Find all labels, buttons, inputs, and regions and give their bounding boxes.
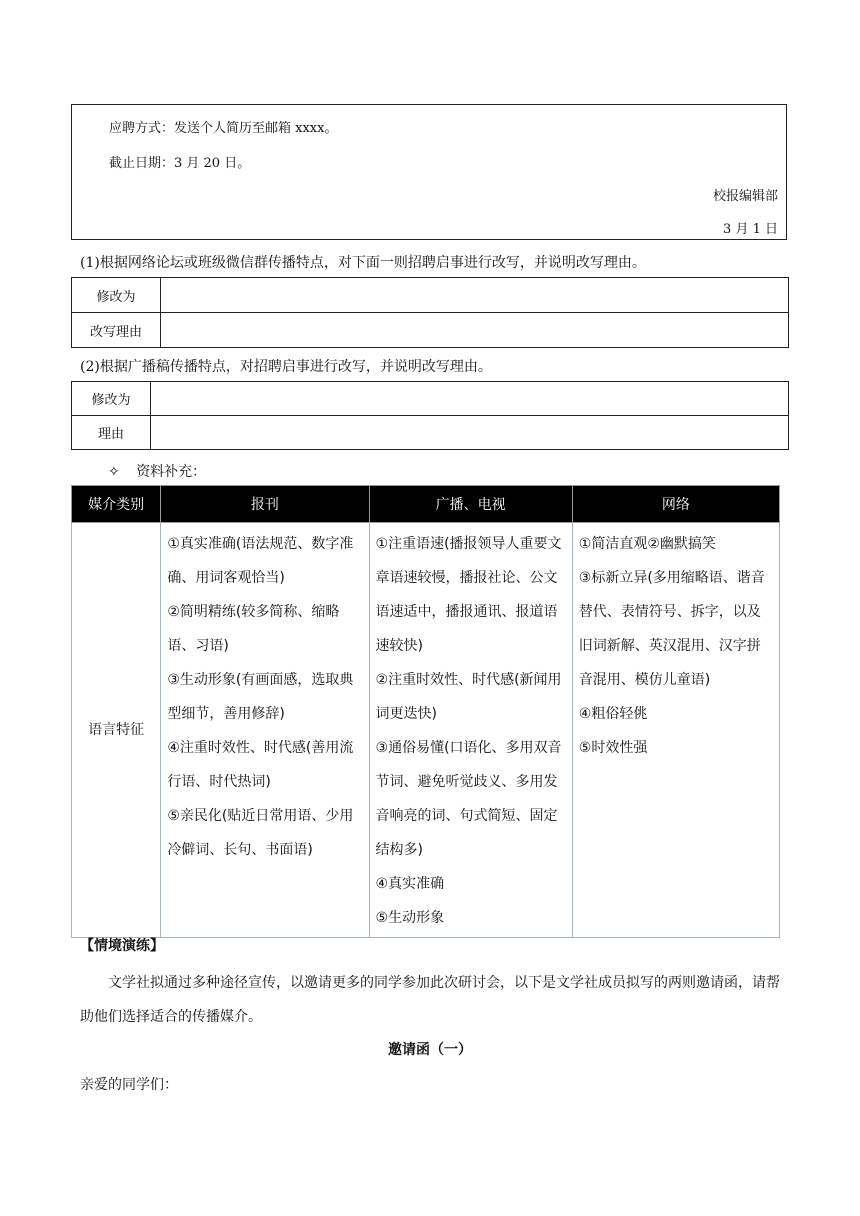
header-media-type: 媒介类别 bbox=[72, 486, 161, 523]
question-1-answer-table bbox=[71, 277, 789, 348]
invitation-title: 邀请函（一） bbox=[388, 1042, 472, 1058]
q2-reason-cell[interactable] bbox=[151, 416, 789, 450]
q2-revise-cell[interactable] bbox=[151, 382, 789, 416]
list-item: ③通俗易懂(口语化、多用双音节词、避免听觉歧义、多用发音响亮的词、句式简短、固定结构多) bbox=[375, 740, 562, 858]
list-item: ④真实准确 bbox=[375, 876, 445, 892]
table-header-row bbox=[72, 486, 780, 523]
invitation-greeting: 亲爱的同学们： bbox=[80, 1077, 178, 1093]
header-broadcast: 广播、电视 bbox=[369, 486, 572, 523]
notice-deadline: 截止日期：3 月 20 日。 bbox=[109, 156, 251, 171]
table-row bbox=[72, 416, 789, 450]
scenario-paragraph: 文学社拟通过多种途径宣传，以邀请更多的同学参加此次研讨会，以下是文学社成员拟写的两则邀请函，请帮助他们选择适合的传播媒介。 bbox=[80, 975, 780, 1025]
q1-reason-cell[interactable] bbox=[161, 313, 789, 348]
table-row bbox=[72, 382, 789, 416]
list-item: ⑤时效性强 bbox=[578, 740, 648, 756]
list-item: ③标新立异(多用缩略语、谐音替代、表情符号、拆字，以及旧词新解、英汉混用、汉字拼音混用、模仿儿童语) bbox=[578, 570, 765, 688]
row-label-language-features: 语言特征 bbox=[72, 523, 161, 938]
table-row bbox=[72, 523, 780, 938]
question-2-answer-table bbox=[71, 381, 789, 450]
question-2-prompt: (2)根据广播稿传播特点，对招聘启事进行改写，并说明改写理由。 bbox=[80, 359, 492, 375]
print-features-cell bbox=[161, 523, 369, 938]
media-language-table bbox=[71, 485, 780, 938]
q1-reason-label: 改写理由 bbox=[72, 313, 161, 348]
list-item: ①注重语速(播报领导人重要文章语速较慢，播报社论、公文语速适中，播报通讯、报道语速较快) bbox=[375, 536, 562, 654]
notice-date: 3 月 1 日 bbox=[723, 222, 778, 237]
q1-revise-label: 修改为 bbox=[72, 278, 161, 313]
supplement-heading bbox=[108, 461, 206, 481]
list-item: ①真实准确(语法规范、数字准确、用词客观恰当) bbox=[167, 536, 354, 586]
list-item: ①简洁直观②幽默搞笑 bbox=[578, 536, 716, 552]
header-network: 网络 bbox=[572, 486, 779, 523]
list-item: ②简明精练(较多简称、缩略语、习语) bbox=[167, 604, 340, 654]
table-row bbox=[72, 278, 789, 313]
broadcast-features-cell bbox=[369, 523, 572, 938]
list-item: ⑤生动形象 bbox=[375, 910, 445, 926]
header-print: 报刊 bbox=[161, 486, 369, 523]
diamond-bullet-icon: ✧ bbox=[108, 464, 120, 480]
network-features-cell bbox=[572, 523, 779, 938]
list-item: ④注重时效性、时代感(善用流行语、时代热词) bbox=[167, 740, 354, 790]
q2-revise-label: 修改为 bbox=[72, 382, 151, 416]
q1-revise-cell[interactable] bbox=[161, 278, 789, 313]
recruitment-notice-box bbox=[71, 104, 787, 240]
list-item: ②注重时效性、时代感(新闻用词更迭快) bbox=[375, 672, 562, 722]
notice-signature: 校报编辑部 bbox=[712, 189, 778, 204]
q2-reason-label: 理由 bbox=[72, 416, 151, 450]
scenario-title: 【情境演练】 bbox=[80, 938, 164, 954]
notice-method: 应聘方式：发送个人简历至邮箱 xxxx。 bbox=[109, 121, 338, 136]
list-item: ④粗俗轻佻 bbox=[578, 706, 648, 722]
table-row bbox=[72, 313, 789, 348]
supplement-label: 资料补充： bbox=[136, 464, 207, 480]
list-item: ⑤亲民化(贴近日常用语、少用冷僻词、长句、书面语) bbox=[167, 808, 354, 858]
question-1-prompt: (1)根据网络论坛或班级微信群传播特点，对下面一则招聘启事进行改写，并说明改写理由。 bbox=[80, 255, 646, 271]
list-item: ③生动形象(有画面感，选取典型细节，善用修辞) bbox=[167, 672, 354, 722]
